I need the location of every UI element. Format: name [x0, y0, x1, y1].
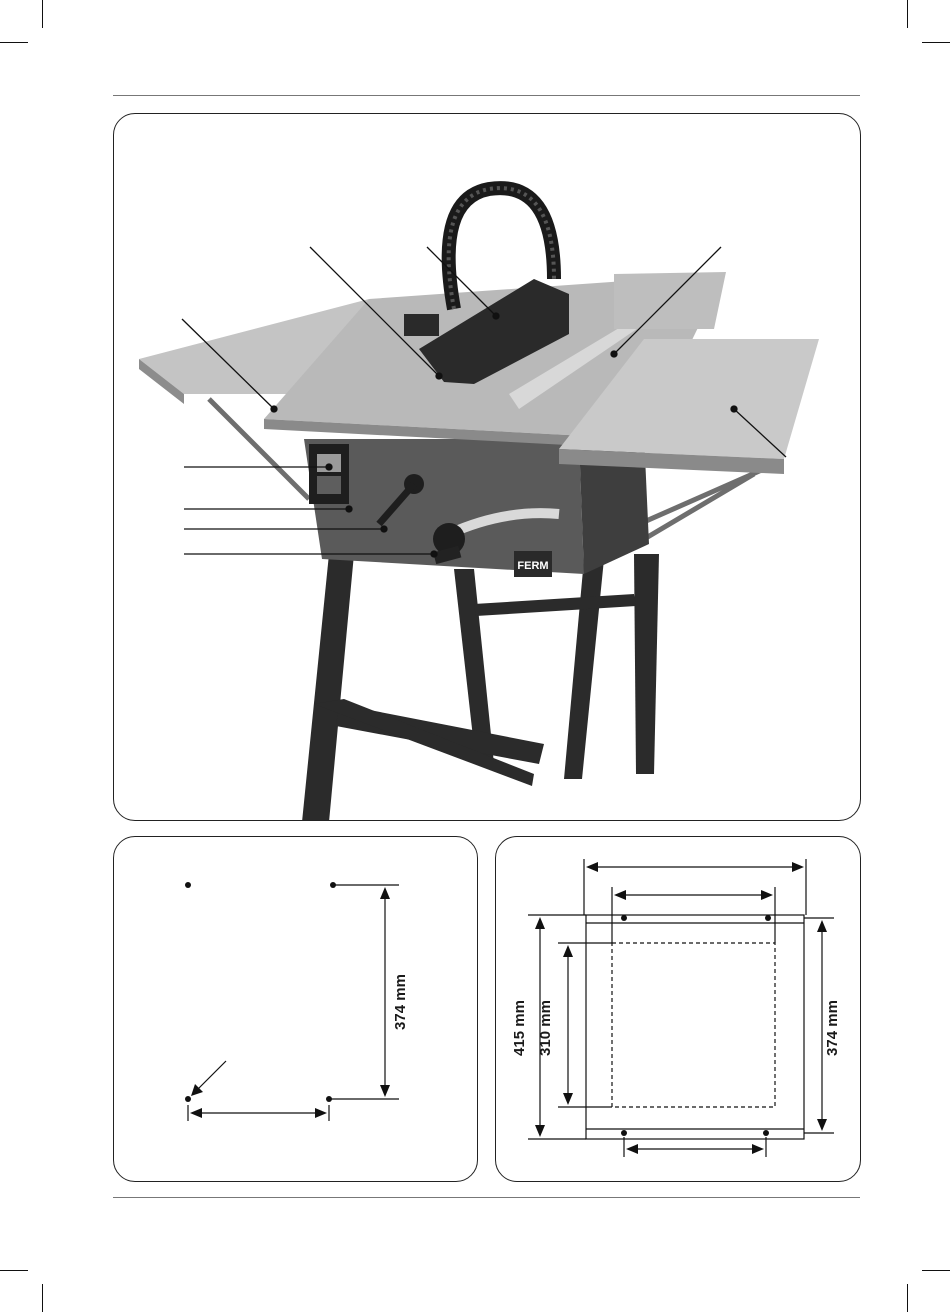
- dim-vertical-label: 374 mm: [392, 974, 409, 1030]
- figure-main-panel: [113, 113, 861, 821]
- table-saw-illustration: [114, 114, 861, 821]
- power-switch: [309, 444, 349, 504]
- figure-b-panel: [495, 836, 861, 1182]
- dim-outer-height-label: 415 mm: [511, 1000, 528, 1056]
- figure-a-panel: [113, 836, 478, 1182]
- dim-right-height-label: 374 mm: [824, 1000, 841, 1056]
- inner-opening: [612, 943, 775, 1107]
- mounting-hole-diagram-a: [114, 837, 478, 1182]
- hole-top-left: [185, 882, 191, 888]
- brand-plate-text: FERM: [517, 560, 549, 572]
- footer-rule: [113, 1197, 860, 1198]
- hole-bottom-left: [185, 1096, 191, 1102]
- header-rule: [113, 95, 860, 96]
- dim-inner-height-label: 310 mm: [537, 1000, 554, 1056]
- base-outline: [586, 915, 804, 1139]
